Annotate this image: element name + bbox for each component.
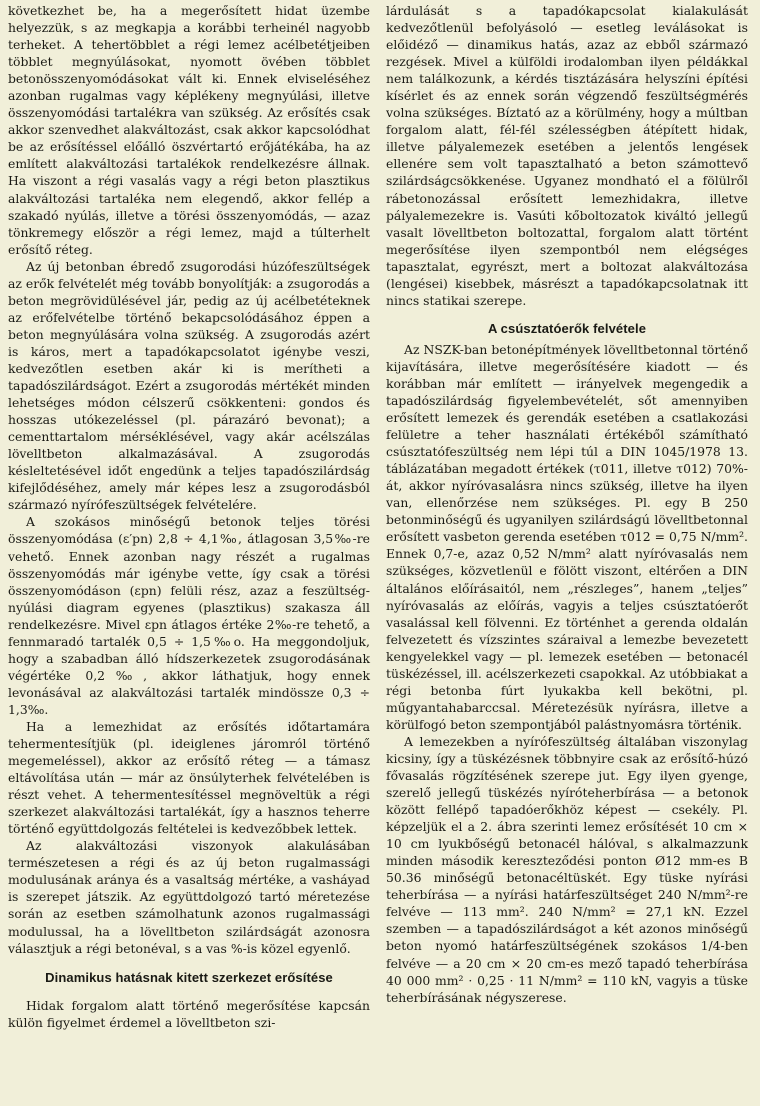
right-column bbox=[386, 2, 748, 1006]
paragraph: lárdulását s a tapadókapcsolat kialakulását kedvezőtlenül befolyásoló — esetleg leválásokat is előidéző — dinamikus hatás, azaz az ebből származó rezgések. Mivel a külföldi irodalomban ilyen példákkal nem találkozunk, a kérdés tisztázására helyszíni építési kísérlet és az ennek során végzendő feszültségmérés volna szükséges. Bíztató az a körülmény, hogy a múltban forgalom alatt, fél-fél szélességben átépített hidak, illetve pályalemezek esetében a jelentős lengések ellenére sem volt tapasztalható a beton számottevő szilárdságcsökkenése. Ugyanez mondható el a fölülről rábetonozással erősített lemezhidakra, illetve pályalemezekre is. Vasúti kőboltozatok kiváltó jellegű vasalt lövelltbeton boltozattal, forgalom alatt történt megerősítése ilyen szempontból nem elégséges tapasztalat, egyrészt, mert a boltozat alakváltozása (lengései) kisebbek, másrészt a tapadókapcsolatnak itt nincs statikai szerepe. bbox=[386, 3, 748, 308]
paragraph: Az alakváltozási viszonyok alakulásában természetesen a régi és az új beton rugalmassági modulusának aránya és a vasaltság mértéke, a vasháyad is szerepet játszik. Az együttdolgozó tartó méretezése során az esetben számolhatunk azonos rugalmassági modulussal, ha a lövelltbeton szilárdságát azonosra választjuk a régi betonéval, s a vas %-is közel egyenlő. bbox=[8, 838, 370, 956]
paragraph: következhet be, ha a megerősített hidat üzembe helyezzük, s az megkapja a korábbi terheinél nagyobb terheket. A tehertöbblet a régi lemez acélbetétjeiben többlet megnyúlásokat, nyomott övében többlet betonösszenyomódásokat vált ki. Ennek elviseléséhez azonban rugalmas vagy képlékeny megnyúlási, illetve összenyomódási tartalékra van szükség. Az erősítés csak akkor szenvedhet alakváltozást, csak akkor kapcsolódhat be az erősítéssel előálló öszvértartó erőjátékába, ha az említett alakváltozási tartalékok rendelkezésre állnak. Ha viszont a régi vasalás vagy a régi beton plasztikus alakváltozási tartaléka nem elegendő, akkor fellép a szakadó nyúlás, illetve a törési összenyomódás, — azaz tönkremegy először a régi lemez, majd a túlterhelt erősítő réteg. bbox=[8, 3, 370, 257]
section-heading: A csúsztatóerők felvétele bbox=[487, 320, 647, 336]
paragraph: Az új betonban ébredő zsugorodási húzófeszültségek az erők felvételét még tovább bonyolítják: a zsugorodás a beton megrövidülésével jár, pedig az új acélbetéteknek az erőfelvételbe történő bekapcsolódásához éppen a beton megnyúlására volna szükség. A zsugorodás azért is káros, mert a tapadókapcsolatot igénybe veszi, kedvezőtlen esetben akár ki is merítheti a tapadószilárdságot. Ezért a zsugorodás mértékét minden lehetséges módon célszerű csökkenteni: gondos és hosszas utókezeléssel (pl. párazáró bevonat); a cementtartalom mérséklésével, vagy akár acélszálas lövelltbeton alkalmazásával. A zsugorodás késleltetésével időt engedünk a teljes tapadószilárdság kifejlődéséhez, amely már képes lesz a zsugorodásból származó nyírófeszültségek felvételére. bbox=[8, 258, 370, 513]
paragraph: Hidak forgalom alatt történő megerősítése kapcsán külön figyelmet érdemel a lövelltbeton szi- bbox=[8, 997, 370, 1030]
paragraph: A szokásos minőségű betonok teljes törési összenyomódása (ε′pn) 2,8 ÷ 4,1‰, átlagosan 3,5‰-re vehető. Ennek azonban nagy részét a rugalmas összenyomódás már igénybe vette, így csak a törési összenyomódáson (εpn) felüli rész, azaz a feszültség-nyúlási diagram egyenes (plasztikus) szakasza áll rendelkezésre. Mivel εpn átlagos értéke 2‰-re tehető, a fennmaradó tartalék 0,5 ÷ 1,5‰o. Ha meggondoljuk, hogy a szabadban álló hídszerkezetek zsugorodásának végértéke 0,2‰, akkor láthatjuk, hogy ennek levonásával az alakváltozási tartalék mindössze 0,3 ÷ 1,3‰. bbox=[8, 514, 370, 717]
left-column bbox=[8, 2, 370, 1031]
paragraph: Ha a lemezhidat az erősítés időtartamára tehermentesítjük (pl. ideiglenes járomról történő megemeléssel), akkor az erősítő réteg — a támasz eltávolítása után — már az önsúlyterhek felvételében is részt vehet. A tehermentesítéssel megnöveltük a régi szerkezet alakváltozási tartalékát, így a hasznos teherre történő együttdolgozás feltételei is kedvezőbbek lettek. bbox=[8, 718, 370, 837]
section-heading: Dinamikus hatásnak kitett szerkezet erősítése bbox=[45, 969, 333, 985]
paragraph: Az NSZK-ban betonépítmények lövelltbetonnal történő kijavítására, illetve megerősítésére kiadott — és korábban már említett — irányelvek megengedik a tapadószilárdság figyelembevételét, sőt amennyiben erősített lemezek és gerendák esetében a csatlakozási felületre a teher használati értékéből számítható csúsztatófeszültség nem lépi túl a DIN 1045/1978 13. táblázatában megadott értékek (τ011, illetve τ012) 70%-át, akkor nyíróvasalásra nincs szükség, illetve ha ilyen van, ellenőrzése nem szükséges. Pl. egy B 250 betonminőségű és ugyanilyen szilárdságú lövelltbetonnal erősített vasbeton gerenda esetében τ012 = 0,75 N/mm². Ennek 0,7-e, azaz 0,52 N/mm² alatt nyíróvasalás nem szükséges, közvetlenül e fölött viszont, eltérően a DIN általános előírásaitól, nem „részleges”, hanem „teljes” nyíróvasalás az előírás, vagyis a teljes csúsztatóerőt vasalással kell fölvenni. Ez történhet a gerenda oldalán felvezetett és vízszintes száraival a lemezbe bevezetett kengyelekkel vagy — pl. lemezek esetében — betonacél tüskézéssel, ill. acélszerkezeti csapokkal. Az utóbbiakat a régi betonba fúrt lyukakba kell bekötni, pl. műgyantahabarccsal. Méretezésük nyírásra, illetve a körülfogó beton szempontjából palástnyomásra történik. bbox=[386, 341, 748, 732]
paragraph: A lemezekben a nyírófeszültség általában viszonylag kicsiny, így a tüskézésnek többnyire csak az erősítő-húzó fővasalás rögzítésének szerepe jut. Egy ilyen gyenge, szerelő jellegű tüskézés nyíróteherbírása — a betonok között fellépő tapadóerőkhöz képest — csekély. Pl. képzeljük el a 2. ábra szerinti lemez erősítését 10 cm × 10 cm lyukbőségű betonacél hálóval, s alkalmazzunk minden második kereszteződési ponton Ø12 mm-es B 50.36 minőségű betonacéltüskét. Egy tüske nyírási teherbírása — a nyírási határfeszültséget 240 N/mm²-re felvéve — 113 mm². 240 N/mm² = 27,1 kN. Ezzel szemben — a tapadószilárdságot a két azonos minőségű beton nyomó határfeszültségének szokásos 1/4-ben felvéve — a 20 cm × 20 cm-es mező tapadó teherbírása 40 000 mm² · 0,25 · 11 N/mm² = 110 kN, vagyis a tüske teherbírásának négyszerese. bbox=[386, 733, 748, 1005]
